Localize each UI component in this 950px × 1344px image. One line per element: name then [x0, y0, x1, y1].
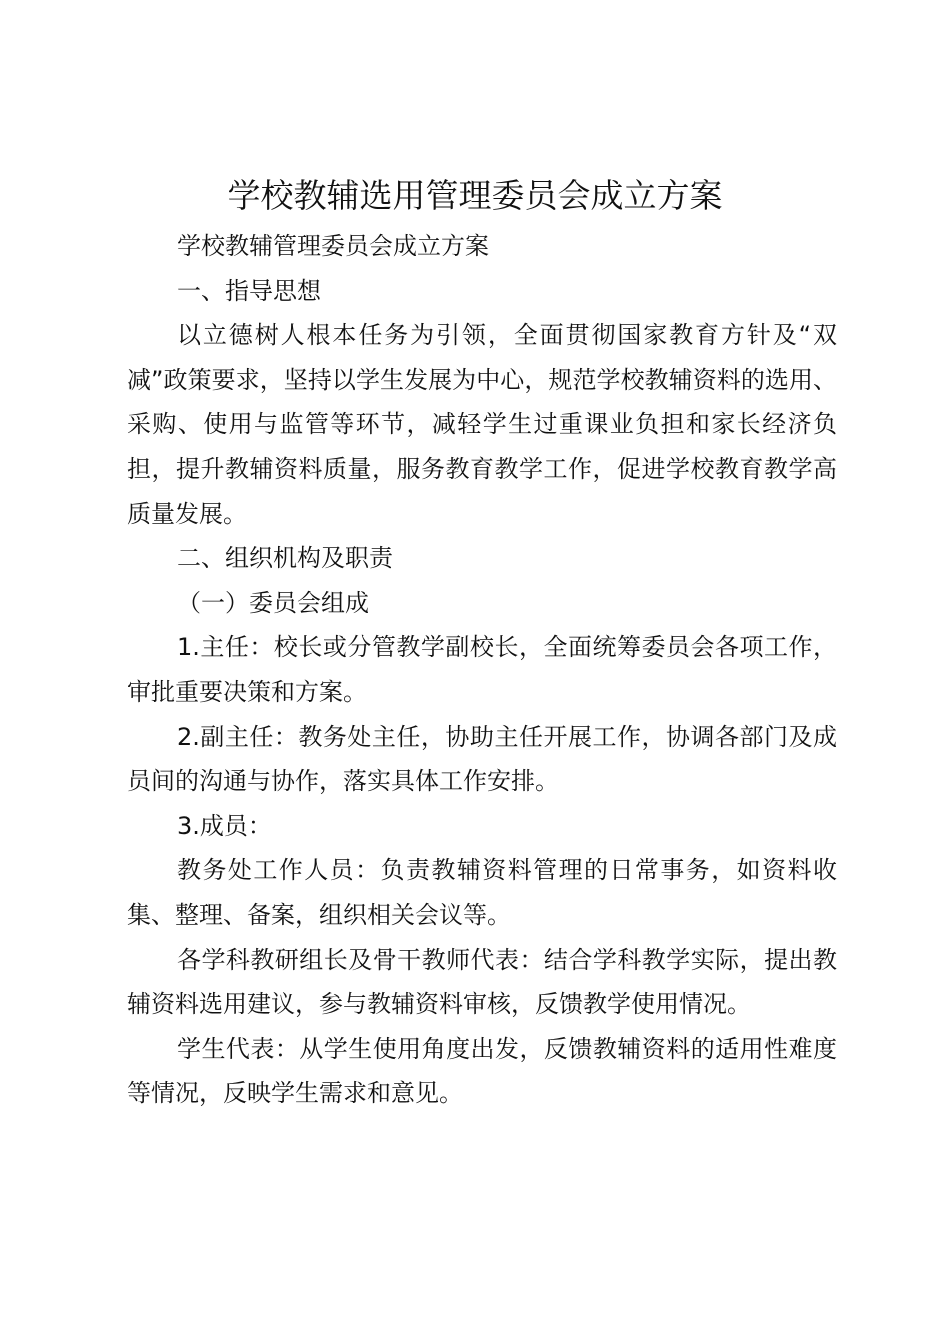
- section-heading-guiding-thought: 一、指导思想: [177, 276, 321, 305]
- document-body: [127, 224, 837, 1116]
- section-heading-organization: 二、组织机构及职责: [177, 544, 393, 573]
- subsection-heading-committee: （一）委员会组成: [177, 588, 369, 617]
- subtitle-paragraph: 学校教辅管理委员会成立方案: [177, 232, 489, 260]
- teacher-representatives-paragraph: 各学科教研组长及骨干教师代表：结合学科教学实际，提出教辅资料选用建议，参与教辅资料审核，反馈教学使用情况。: [127, 945, 837, 1019]
- document-title: 学校教辅选用管理委员会成立方案: [227, 176, 723, 215]
- student-representatives-paragraph: 学生代表：从学生使用角度出发，反馈教辅资料的适用性难度等情况，反映学生需求和意见。: [127, 1034, 837, 1108]
- deputy-director-paragraph: 2.副主任：教务处主任，协助主任开展工作，协调各部门及成员间的沟通与协作，落实具体工作安排。: [127, 722, 837, 796]
- guiding-thought-paragraph: 以立德树人根本任务为引领，全面贯彻国家教育方针及“双减”政策要求，坚持以学生发展为中心，规范学校教辅资料的选用、采购、使用与监管等环节，减轻学生过重课业负担和家长经济负担，提升教辅资料质量，服务教育教学工作，促进学校教育教学高质量发展。: [127, 321, 837, 528]
- members-heading: 3.成员：: [177, 811, 272, 840]
- director-paragraph: 1.主任：校长或分管教学副校长，全面统筹委员会各项工作，审批重要决策和方案。: [127, 633, 837, 706]
- academic-affairs-staff-paragraph: 教务处工作人员：负责教辅资料管理的日常事务，如资料收集、整理、备案，组织相关会议等。: [127, 856, 837, 929]
